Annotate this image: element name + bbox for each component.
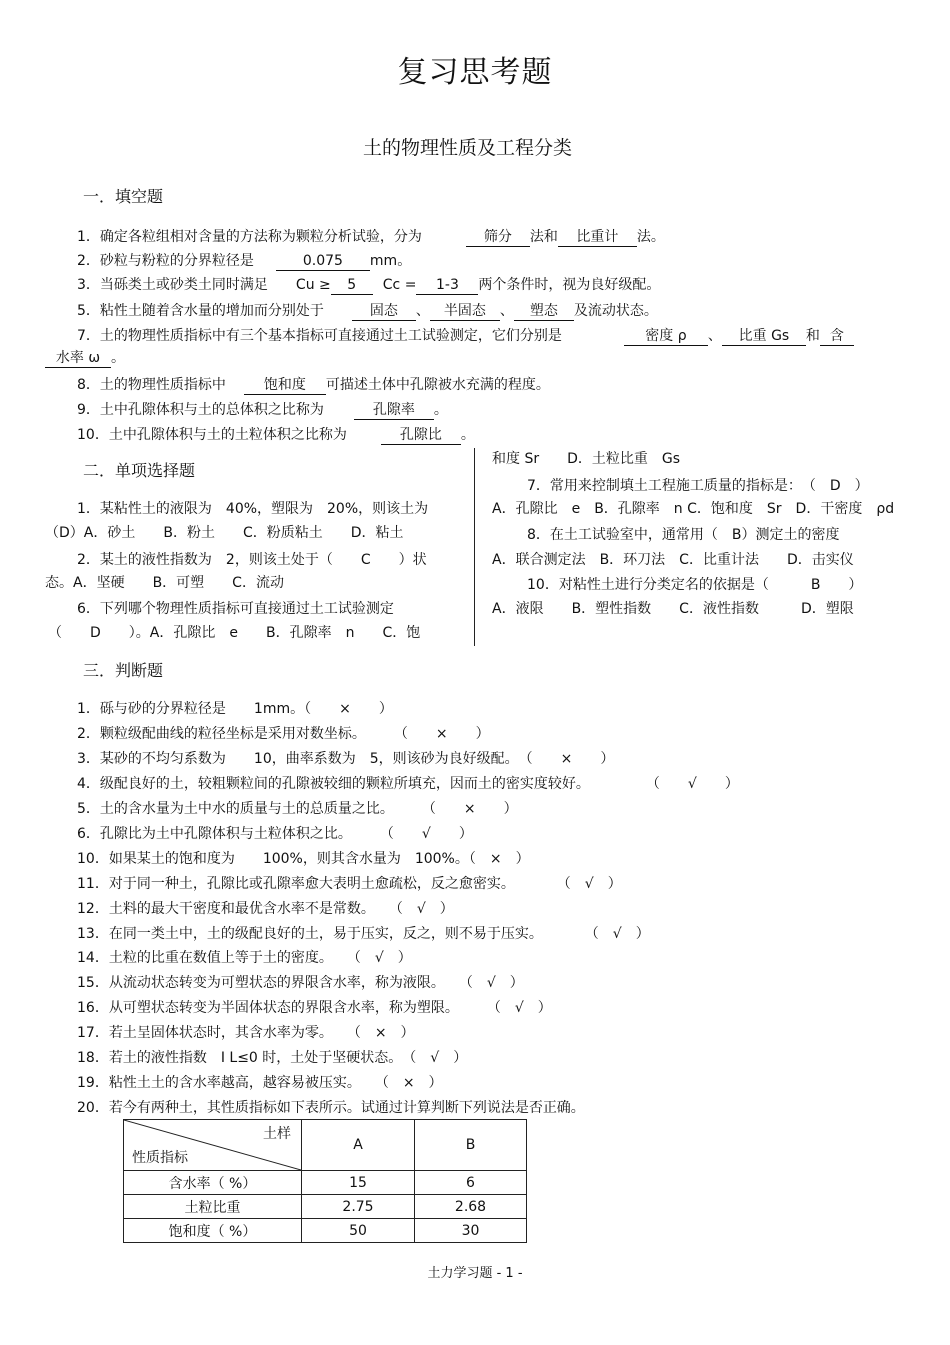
judgement-item: 12．土料的最大干密度和最优含水率不是常数。 （ √ ） [77,901,454,917]
table-cell: 2.75 [302,1195,415,1219]
answer-blank: 固态 [352,302,416,321]
table-corner-cell [124,1120,302,1171]
choice-left-line: 1．某粘性土的液限为 40%，塑限为 20%，则该土为 [77,501,429,517]
choice-right-line: A．液限 B．塑性指数 C．液性指数 D．塑限 [492,601,854,617]
choice-left-line: 6．下列哪个物理性质指标可直接通过土工试验测定 [77,601,394,617]
table-header-row [124,1120,527,1171]
answer-blank: 0.075 [276,252,370,271]
choice-right-line: A．孔隙比 e B．孔隙率 n C．饱和度 Sr D．干密度 ρd [492,501,895,517]
table-row-label: 土粒比重 [124,1195,302,1219]
choice-right-line: 和度 Sr D．土粒比重 Gs [492,451,681,467]
fill-question-8: 8．土的物理性质指标中 饱和度 可描述土体中孔隙被水充满的程度。 [77,377,550,393]
judgement-item: 5．土的含水量为土中水的质量与土的总质量之比。 （ × ） [77,801,518,817]
answer-blank: 5 [331,276,373,295]
judgement-item: 15．从流动状态转变为可塑状态的界限含水率，称为液限。 （ √ ） [77,975,524,991]
judgement-item: 13．在同一类土中，土的级配良好的土，易于压实，反之，则不易于压实。 （ √ ） [77,926,650,942]
judgement-item: 4．级配良好的土，较粗颗粒间的孔隙被较细的颗粒所填充，因而土的密实度较好。 （ √ ） [77,776,739,792]
choice-left-line: （D）A．砂土 B．粉土 C．粉质粘土 D．粘土 [45,525,404,541]
table-cell: 15 [302,1171,415,1195]
answer-blank: 孔隙比 [381,426,461,445]
page-footer: 土力学习题 - 1 - [427,1266,523,1281]
choice-left-line: 2．某土的液性指数为 2，则该土处于（ C ）状 [77,552,427,568]
judgement-item: 1．砾与砂的分界粒径是 1mm。（ × ） [77,701,393,717]
table-col-header-b: B [415,1120,527,1171]
table-row-label: 饱和度（ %） [124,1219,302,1243]
choice-right-line: 8．在土工试验室中，通常用（ B）测定土的密度 [527,527,840,543]
section-heading-judgement: 三．判断题 [83,661,164,680]
choice-left-line: 态。A．坚硬 B．可塑 C．流动 [45,575,284,591]
table-col-header-a: A [302,1120,415,1171]
fill-question-10: 10．土中孔隙体积与土的土粒体积之比称为 孔隙比 。 [77,427,475,443]
soil-properties-table [123,1119,527,1243]
section-heading-choice: 二．单项选择题 [83,461,196,480]
chapter-subtitle: 土的物理性质及工程分类 [362,137,572,159]
fill-question-7-cont: 水率 ω 。 [45,348,125,368]
judgement-item: 11．对于同一种土，孔隙比或孔隙率愈大表明土愈疏松，反之愈密实。 （ √ ） [77,876,622,892]
table-cell: 6 [415,1171,527,1195]
fill-question-5: 5．粘性土随着含水量的增加而分别处于 固态 、 半固态 、 塑态 及流动状态。 [77,303,658,319]
answer-blank: 1-3 [416,276,478,295]
judgement-item: 19．粘性土土的含水率越高，越容易被压实。 （ × ） [77,1075,443,1091]
choice-right-line: 10．对粘性土进行分类定名的依据是（ B ） [527,577,863,593]
answer-blank: 筛分 [466,228,530,247]
table-corner-top: 土样 [263,1126,291,1142]
answer-blank: 半固态 [430,302,500,321]
table-row-label: 含水率（ %） [124,1171,302,1195]
table-cell: 30 [415,1219,527,1243]
judgement-item: 17．若土呈固体状态时，其含水率为零。 （ × ） [77,1025,415,1041]
fill-question-2: 2．砂粒与粉粒的分界粒径是 0.075 mm。 [77,253,412,269]
judgement-item: 14．土粒的比重在数值上等于土的密度。 （ √ ） [77,950,412,966]
judgement-item: 20．若今有两种土，其性质指标如下表所示。试通过计算判断下列说法是否正确。 [77,1100,585,1116]
table-row [124,1219,527,1243]
choice-left-line: （ D ）。A．孔隙比 e B．孔隙率 n C．饱 [48,625,421,641]
judgement-item: 18．若土的液性指数 I L≤0 时，土处于坚硬状态。 （ √ ） [77,1050,468,1066]
choice-right-line: A．联合测定法 B．环刀法 C．比重计法 D．击实仪 [492,552,854,568]
answer-blank: 含 [820,327,854,346]
answer-blank: 比重计 [558,228,637,247]
judgement-item: 3．某砂的不均匀系数为 10，曲率系数为 5，则该砂为良好级配。 （ × ） [77,751,615,767]
fill-question-9: 9．土中孔隙体积与土的总体积之比称为 孔隙率 。 [77,402,448,418]
answer-blank: 塑态 [514,302,574,321]
choice-right-line: 7．常用来控制填土工程施工质量的指标是： （ D ） [527,478,869,494]
fill-question-1: 1．确定各粒组相对含量的方法称为颗粒分析试验，分为 筛分 法和 比重计 法。 [77,229,665,245]
answer-blank: 水率 ω [45,349,111,368]
judgement-item: 16．从可塑状态转变为半固体状态的界限含水率，称为塑限。 （ √ ） [77,1000,552,1016]
judgement-item: 6．孔隙比为土中孔隙体积与土粒体积之比。 （ √ ） [77,826,473,842]
fill-question-7: 7．土的物理性质指标中有三个基本指标可直接通过土工试验测定，它们分别是 密度 ρ 、 比重 Gs 和 含 [77,326,854,346]
table-cell: 2.68 [415,1195,527,1219]
column-divider [474,448,475,646]
table-corner-bottom: 性质指标 [132,1150,188,1166]
answer-blank: 密度 ρ [624,327,708,346]
judgement-item: 10．如果某土的饱和度为 100%，则其含水量为 100%。（ × ） [77,851,530,867]
table-row [124,1171,527,1195]
judgement-item: 2．颗粒级配曲线的粒径坐标是采用对数坐标。 （ × ） [77,726,490,742]
page-title: 复习思考题 [397,55,553,90]
answer-blank: 孔隙率 [354,401,434,420]
table-row [124,1195,527,1219]
answer-blank: 饱和度 [244,376,326,395]
table-cell: 50 [302,1219,415,1243]
fill-question-3: 3．当砾类土或砂类土同时满足 Cu ≥ 5 Cc = 1-3 两个条件时，视为良好级配。 [77,277,661,293]
answer-blank: 比重 Gs [722,327,806,346]
section-heading-fill-blank: 一．填空题 [83,187,164,206]
